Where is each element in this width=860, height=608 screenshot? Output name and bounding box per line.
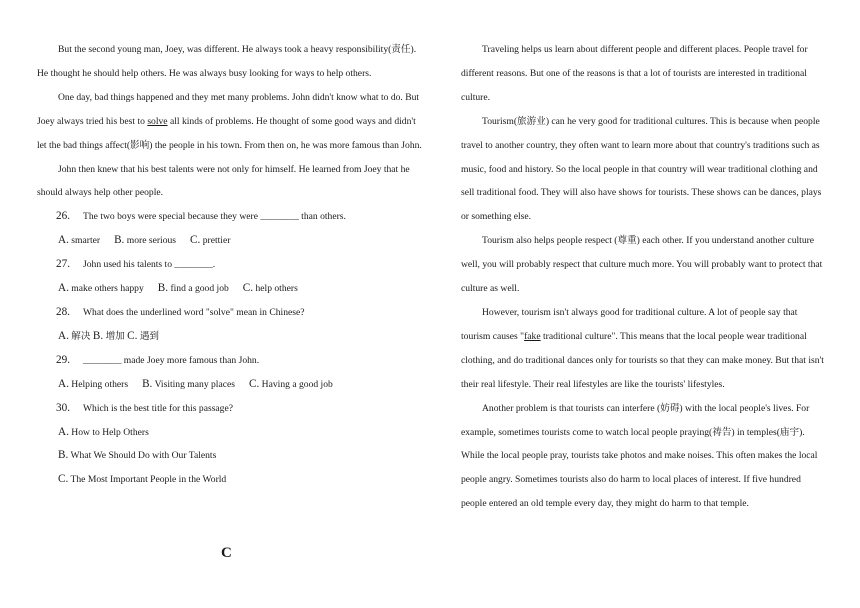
question-30 bbox=[37, 397, 423, 421]
question-text: Which is the best title for this passage? bbox=[83, 402, 233, 414]
option-text: Helping others bbox=[71, 378, 129, 390]
option-text: The Most Important People in the World bbox=[70, 474, 227, 486]
option-text: make others happy bbox=[71, 283, 144, 295]
left-column bbox=[37, 38, 423, 492]
options-28 bbox=[37, 325, 423, 349]
question-text: John used his talents to ________. bbox=[83, 259, 216, 271]
option-letter: A. bbox=[58, 282, 69, 295]
option-letter: C. bbox=[190, 234, 201, 247]
question-number: 27. bbox=[56, 258, 70, 271]
paragraph: Another problem is that tourists can interfere (妨碍) with the local people's lives. For example, sometimes tourists come to watch local people praying(祷告) in temples(庙宇). While the local people pray, tourists take photos and make noises. This often makes the local people angry. Sometimes tourists also do harm to local places of interest. If five hundred people entered an old temple every day, they might do harm to that temple. bbox=[461, 402, 818, 510]
options-29 bbox=[37, 373, 423, 397]
option-30-c bbox=[37, 468, 423, 492]
option-30-b bbox=[37, 444, 423, 468]
option-text: help others bbox=[255, 283, 298, 295]
option-30-a bbox=[37, 421, 423, 445]
text-run: However, tourism isn't always good for traditional culture. A lot of people say that tourism causes " bbox=[461, 306, 798, 342]
paragraph: Tourism(旅游业) can he very good for traditional cultures. This is because when people travel to another country, they often want to learn more about that country's traditions such as music, food and history. So the local people in that country will wear traditional clothing and sell traditional food. They will also have shows for tourists. These shows can be dances, plays or something else. bbox=[461, 115, 822, 223]
question-number: 28. bbox=[56, 305, 70, 318]
option-letter: B. bbox=[92, 329, 104, 342]
question-26 bbox=[37, 205, 423, 229]
underlined-word: fake bbox=[524, 330, 541, 342]
option-letter: A. bbox=[58, 425, 69, 438]
paragraph: But the second young man, Joey, was different. He always took a heavy responsibility(责任). He thought he should help others. He was always busy looking for ways to help others. bbox=[37, 44, 417, 79]
option-letter: A. bbox=[58, 377, 69, 390]
option-letter: B. bbox=[114, 234, 125, 247]
question-number: 30. bbox=[56, 401, 70, 414]
paragraph: John then knew that his best talents were not only for himself. He learned from Joey that he should always help other people. bbox=[37, 163, 410, 199]
option-text: Visiting many places bbox=[154, 378, 235, 390]
text-run: all kinds of problems. He thought of some good ways and didn't let the bad things affect(影响) the people in his town. From then on, he was more famous than John. bbox=[37, 115, 422, 151]
question-number: 26. bbox=[56, 210, 70, 223]
question-29 bbox=[37, 349, 423, 373]
question-27 bbox=[37, 253, 423, 277]
option-letter: A. bbox=[58, 329, 69, 342]
option-text: 遇到 bbox=[139, 330, 160, 342]
paragraph: Tourism also helps people respect (尊重) each other. If you understand another culture well, you will probably respect that culture much more. You will probably want to protect that culture as well. bbox=[461, 235, 823, 295]
option-letter: C. bbox=[249, 377, 260, 390]
option-letter: C. bbox=[127, 329, 138, 342]
option-letter: B. bbox=[58, 449, 69, 462]
option-letter: B. bbox=[142, 377, 153, 390]
paragraph bbox=[461, 301, 826, 397]
option-text: What We Should Do with Our Talents bbox=[70, 450, 217, 462]
options-27 bbox=[37, 277, 423, 301]
option-text: 解决 bbox=[71, 330, 91, 342]
option-letter: A. bbox=[58, 234, 69, 247]
option-text: more serious bbox=[126, 235, 177, 247]
question-text: What does the underlined word "solve" mean in Chinese? bbox=[83, 306, 305, 318]
question-text: The two boys were special because they were ________ than others. bbox=[83, 211, 346, 223]
text-run: One day, bad things happened and they met many problems. John didn't know what to do. But Joey always tried his best to bbox=[37, 91, 420, 127]
option-letter: C. bbox=[58, 473, 69, 486]
question-number: 29. bbox=[56, 353, 70, 366]
option-letter: B. bbox=[157, 282, 169, 295]
option-text: find a good job bbox=[170, 283, 229, 295]
option-text: prettier bbox=[202, 235, 231, 247]
option-letter: C. bbox=[242, 282, 254, 295]
question-text: ________ made Joey more famous than John. bbox=[83, 354, 260, 366]
text-run: traditional culture". This means that the local people wear traditional clothing, and do traditional dances only for tourists so that they can make money. But that isn't their real lifestyle. Their real lifestyles are like the tourists' lifestyles. bbox=[461, 330, 824, 390]
option-text: smarter bbox=[71, 235, 101, 247]
section-heading: C bbox=[221, 545, 232, 561]
options-26 bbox=[37, 229, 423, 253]
option-text: How to Help Others bbox=[71, 426, 149, 438]
underlined-word: solve bbox=[147, 115, 168, 127]
right-column bbox=[461, 38, 826, 516]
paragraph bbox=[37, 86, 423, 158]
option-text: Having a good job bbox=[261, 378, 333, 390]
option-text: 增加 bbox=[105, 330, 125, 342]
paragraph: Traveling helps us learn about different people and different places. People travel for different reasons. But one of the reasons is that a lot of tourists are interested in traditional culture. bbox=[461, 44, 808, 103]
question-28 bbox=[37, 301, 423, 325]
